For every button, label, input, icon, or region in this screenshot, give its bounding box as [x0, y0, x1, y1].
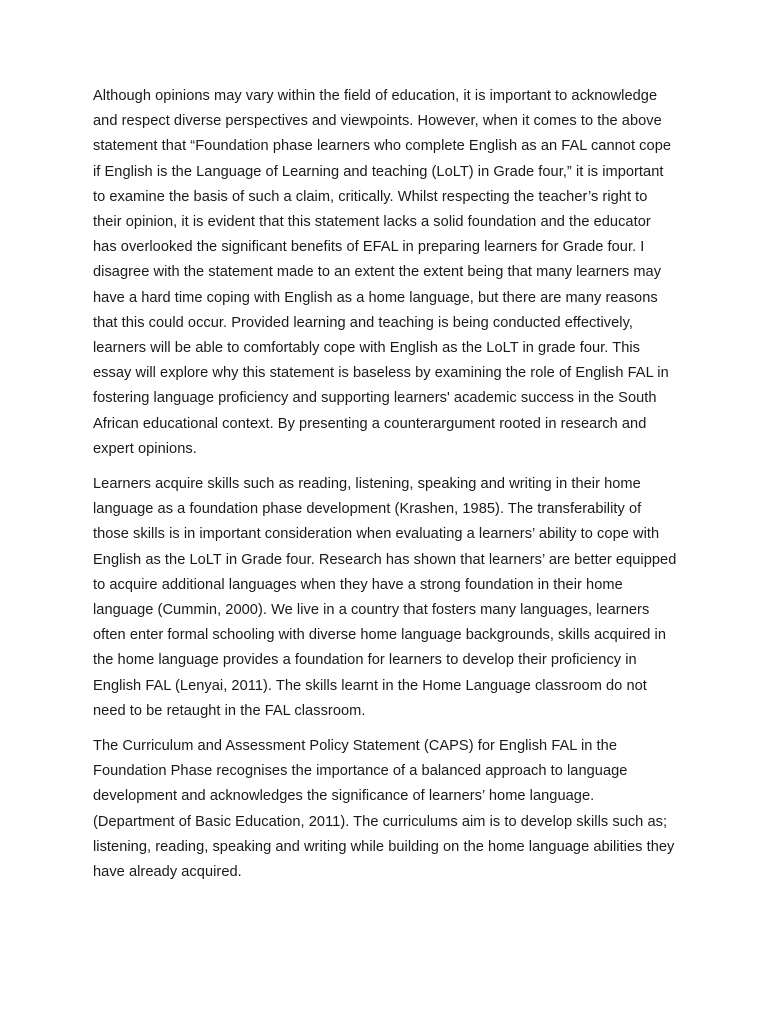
paragraph-caps-curriculum: The Curriculum and Assessment Policy Statement (CAPS) for English FAL in the Foundation Phase recognises the importance of a balanced approach to language development and acknowledges the significance of learners’ home language. (Department of Basic Education, 2011). The curriculums aim is to develop skills such as; listening, reading, speaking and writing while building on the home language abilities they have already acquired. — [93, 738, 675, 881]
document-body — [93, 84, 678, 895]
paragraph-skill-transfer: Learners acquire skills such as reading, listening, speaking and writing in their home language as a foundation phase development (Krashen, 1985). The transferability of those skills is in important consideration when evaluating a learners’ ability to cope with English as the LoLT in Grade four. Research has shown that learners’ are better equipped to acquire additional languages when they have a strong foundation in their home language (Cummin, 2000). We live in a country that fosters many languages, learners often enter formal schooling with diverse home language backgrounds, skills acquired in the home language provides a foundation for learners to develop their proficiency in English FAL (Lenyai, 2011). The skills learnt in the Home Language classroom do not need to be retaught in the FAL classroom. — [93, 476, 677, 719]
paragraph-introduction: Although opinions may vary within the field of education, it is important to acknowledge and respect diverse perspectives and viewpoints. However, when it comes to the above statement that “Foundation phase learners who complete English as an FAL cannot cope if English is the Language of Learning and teaching (LoLT) in Grade four,” it is important to examine the basis of such a claim, critically. Whilst respecting the teacher’s right to their opinion, it is evident that this statement lacks a solid foundation and the educator has overlooked the significant benefits of EFAL in preparing learners for Grade four. I disagree with the statement made to an extent the extent being that many learners may have a hard time coping with English as a home language, but there are many reasons that this could occur. Provided learning and teaching is being conducted effectively, learners will be able to comfortably cope with English as the LoLT in grade four. This essay will explore why this statement is baseless by examining the role of English FAL in fostering language proficiency and supporting learners' academic success in the South African educational context. By presenting a counterargument rooted in research and expert opinions. — [93, 88, 672, 457]
